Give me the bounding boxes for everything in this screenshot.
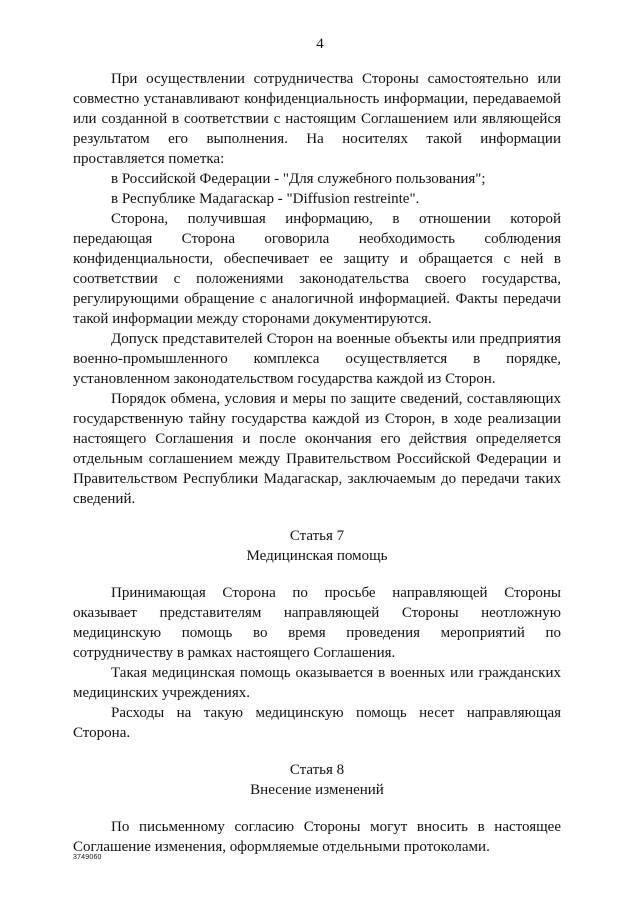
article-8-paragraph: По письменному согласию Стороны могут вносить в настоящее Соглашение изменения, оформляемые отдельными протоколами. <box>73 819 561 855</box>
spacer <box>73 800 561 817</box>
page-number: 4 <box>316 36 324 52</box>
article-7-paragraph: Принимающая Сторона по просьбе направляющей Стороны оказывает представителям направляющей Стороны неотложную медицинскую помощь во время проведения мероприятий по сотрудничеству в рамках настоящего Соглашения. <box>73 585 561 661</box>
article-7-number: Статья 7 <box>289 528 345 544</box>
spacer <box>73 509 561 526</box>
document-code: 3749060 <box>73 854 102 861</box>
paragraph-state-secret: Порядок обмена, условия и меры по защите сведений, составляющих государственную тайну государства каждой из Сторон, в ходе реализации настоящего Соглашения и после окончания его действия определяется отдельным соглашением между Правительством Российской Федерации и Правительством Республики Мадагаскар, заключаемым до передачи таких сведений. <box>73 391 561 507</box>
spacer <box>73 743 561 760</box>
article-7-paragraph: Такая медицинская помощь оказывается в военных или гражданских медицинских учреждениях. <box>73 665 561 701</box>
paragraph-confidentiality: При осуществлении сотрудничества Стороны самостоятельно или совместно устанавливают конфиденциальность информации, передаваемой или созданной в соответствии с настоящим Соглашением или являющейся результатом его выполнения. На носителях такой информации проставляется пометка: <box>73 71 561 167</box>
paragraph-protection: Сторона, получившая информацию, в отношении которой передающая Сторона оговорила необходимость соблюдения конфиденциальности, обеспечивает ее защиту и обращается с ней в соответствии с положениями законодательства своего государства, регулирующими обращение с аналогичной информацией. Факты передачи такой информации между сторонами документируются. <box>73 211 561 327</box>
marking-madagascar: в Республике Мадагаскар - "Diffusion restreinte". <box>111 191 420 207</box>
paragraph-access: Допуск представителей Сторон на военные объекты или предприятия военно-промышленного комплекса осуществляется в порядке, установленном законодательством государства каждой из Сторон. <box>73 331 561 387</box>
article-8-title: Внесение изменений <box>250 782 384 798</box>
spacer <box>73 566 561 583</box>
document-body <box>73 69 561 857</box>
marking-russia: в Российской Федерации - "Для служебного пользования"; <box>111 171 486 187</box>
article-8-number: Статья 8 <box>289 762 345 778</box>
article-7-title: Медицинская помощь <box>246 548 388 564</box>
article-7-paragraph: Расходы на такую медицинскую помощь несет направляющая Сторона. <box>73 705 561 741</box>
